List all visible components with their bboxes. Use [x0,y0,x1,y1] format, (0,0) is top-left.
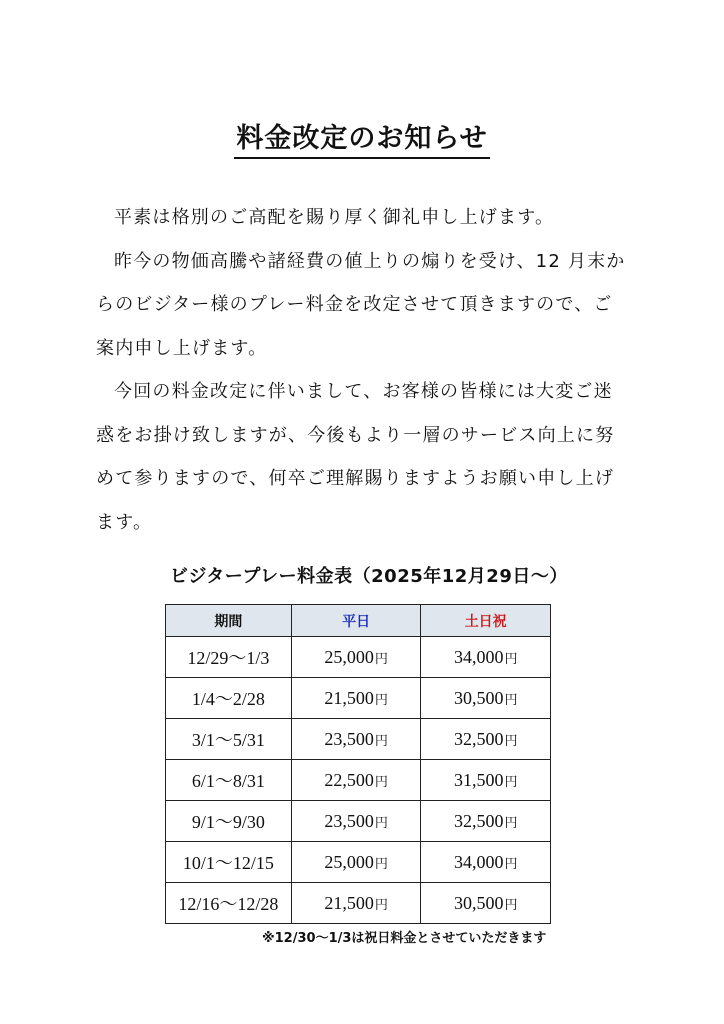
cell-period: 1/4〜2/28 [166,678,292,719]
cell-holiday-price [421,719,551,760]
cell-period: 12/29〜1/3 [166,637,292,678]
page-title-wrapper [0,116,724,155]
table-row [166,760,551,801]
yen-unit: 円 [374,815,388,831]
table-header-row [166,605,551,637]
weekday-price-value: 25,000 [324,851,374,872]
yen-unit: 円 [374,856,388,872]
yen-unit: 円 [504,897,518,913]
holiday-price-value: 31,500 [453,769,504,790]
cell-holiday-price [421,801,551,842]
yen-unit: 円 [374,733,388,749]
holiday-rate-note: ※12/30〜1/3は祝日料金とさせていただきます [262,931,547,946]
weekday-price-value: 22,500 [324,769,374,790]
holiday-price-value: 34,000 [453,851,504,872]
cell-holiday-price [421,760,551,801]
price-table-title: ビジタープレー料金表（2025年12月29日〜） [170,566,568,587]
table-row [166,883,551,924]
cell-weekday-price [291,760,421,801]
cell-period: 3/1〜5/31 [166,719,292,760]
holiday-price-value: 30,500 [453,892,504,913]
yen-unit: 円 [504,815,518,831]
yen-unit: 円 [374,651,388,667]
paragraph-greeting: 平素は格別のご高配を賜り厚く御礼申し上げます。 [114,207,555,228]
cell-weekday-price [291,801,421,842]
cell-weekday-price [291,719,421,760]
paragraph-apology: 今回の料金改定に伴いまして、お客様の皆様には大変ご迷惑をお掛け致しますが、今後もより一層のサービス向上に努めて参りますので、何卒ご理解賜りますようお願い申し上げます。 [96,381,615,533]
yen-unit: 円 [374,692,388,708]
yen-unit: 円 [504,651,518,667]
cell-period: 10/1〜12/15 [166,842,292,883]
price-table-body [166,637,551,924]
weekday-price-value: 21,500 [324,892,374,913]
table-row [166,637,551,678]
cell-period: 9/1〜9/30 [166,801,292,842]
table-row [166,801,551,842]
cell-weekday-price [291,842,421,883]
yen-unit: 円 [504,692,518,708]
weekday-price-value: 25,000 [324,646,374,667]
cell-weekday-price [291,883,421,924]
yen-unit: 円 [374,774,388,790]
header-period: 期間 [166,605,292,637]
holiday-price-value: 32,500 [453,728,504,749]
holiday-price-value: 34,000 [453,646,504,667]
holiday-price-value: 32,500 [453,810,504,831]
cell-period: 12/16〜12/28 [166,883,292,924]
cell-holiday-price [421,678,551,719]
weekday-price-value: 23,500 [324,728,374,749]
table-row [166,678,551,719]
yen-unit: 円 [504,733,518,749]
yen-unit: 円 [504,774,518,790]
yen-unit: 円 [374,897,388,913]
cell-holiday-price [421,637,551,678]
price-table [165,604,551,924]
weekday-price-value: 23,500 [324,810,374,831]
holiday-price-value: 30,500 [453,687,504,708]
header-holiday: 土日祝 [421,605,551,637]
cell-weekday-price [291,637,421,678]
table-row [166,842,551,883]
cell-holiday-price [421,842,551,883]
yen-unit: 円 [504,856,518,872]
cell-weekday-price [291,678,421,719]
header-weekday: 平日 [291,605,421,637]
table-row [166,719,551,760]
notice-body [96,196,628,544]
cell-holiday-price [421,883,551,924]
paragraph-price-revision: 昨今の物価高騰や諸経費の値上りの煽りを受け、12 月末からのビジター様のプレー料金を改定させて頂きますので、ご案内申し上げます。 [96,250,626,359]
cell-period: 6/1〜8/31 [166,760,292,801]
page-title: 料金改定のお知らせ [234,123,489,159]
weekday-price-value: 21,500 [324,687,374,708]
